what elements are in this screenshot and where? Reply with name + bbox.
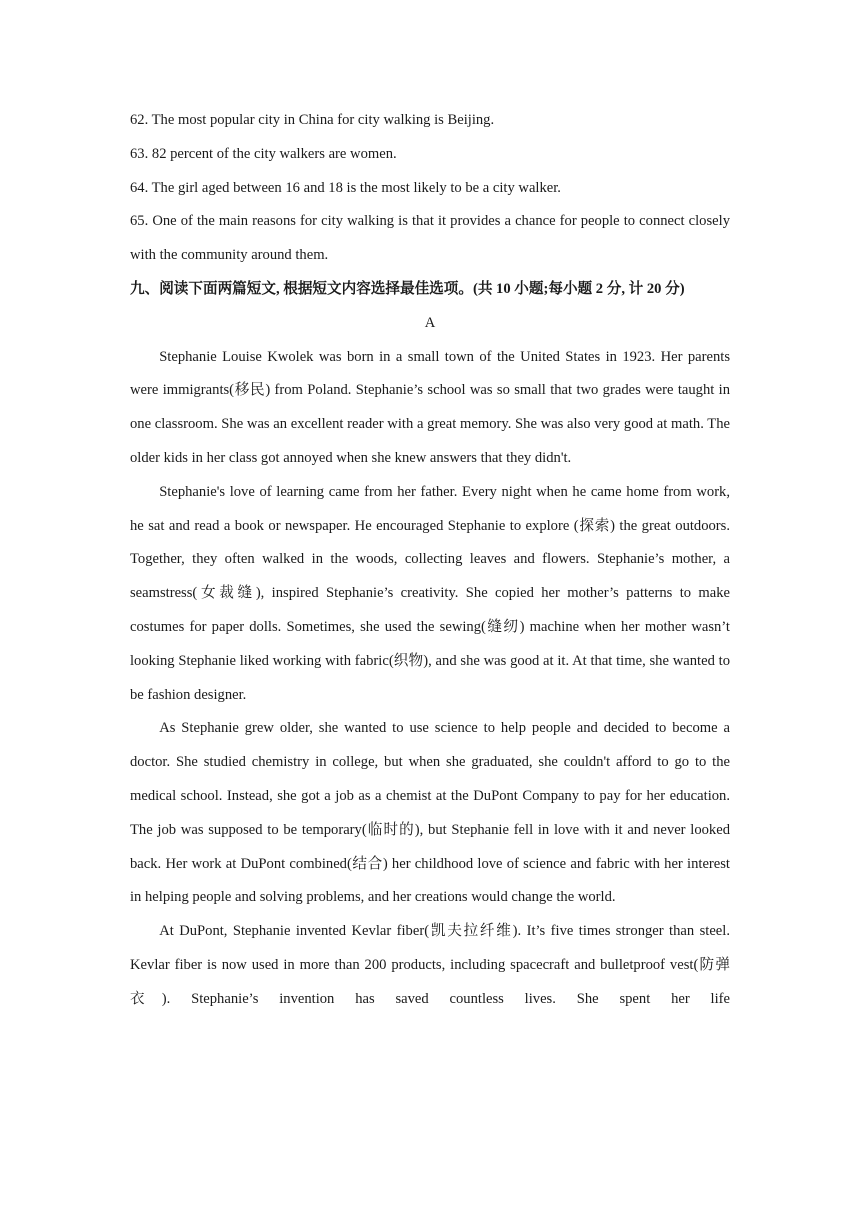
statement-64: 64. The girl aged between 16 and 18 is the most likely to be a city walker. [130, 179, 561, 196]
paragraph-4: At DuPont, Stephanie invented Kevlar fiber(凯夫拉纤维). It’s five times stronger than steel. Kevlar fiber is now used in more than 200 products, including spacecraft and bulletproof vest(防弹衣). Stephanie’s invention has saved countless lives. She spent her life [130, 923, 730, 1007]
section-heading: 九、阅读下面两篇短文, 根据短文内容选择最佳选项。(共 10 小题;每小题 2 分, 计 20 分) [130, 280, 685, 297]
paragraph-1: Stephanie Louise Kwolek was born in a small town of the United States in 1923. Her parents were immigrants(移民) from Poland. Stephanie’s school was so small that two grades were taught in one classroom. She was an excellent reader with a great memory. She was also very good at math. The older kids in her class got annoyed when she knew answers that they didn't. [130, 348, 730, 466]
statement-62: 62. The most popular city in China for city walking is Beijing. [130, 112, 495, 128]
statement-65: 65. One of the main reasons for city walking is that it provides a chance for people to connect closely with the community around them. [130, 213, 730, 264]
paragraph-3: As Stephanie grew older, she wanted to use science to help people and decided to become a doctor. She studied chemistry in college, but when she graduated, she couldn't afford to go to the medical school. Instead, she got a job as a chemist at the DuPont Company to pay for her education. The job was supposed to be temporary(临时的), but Stephanie fell in love with it and never looked back. Her work at DuPont combined(结合) her childhood love of science and fabric with her interest in helping people and solving problems, and her creations would change the world. [130, 720, 730, 906]
passage-label: A [424, 314, 436, 331]
exam-page [130, 104, 730, 1017]
paragraph-2: Stephanie's love of learning came from her father. Every night when he came home from work, he sat and read a book or newspaper. He encouraged Stephanie to explore (探索) the great outdoors. Together, they often walked in the woods, collecting leaves and flowers. Stephanie’s mother, a seamstress(女裁缝), inspired Stephanie’s creativity. She copied her mother’s patterns to make costumes for paper dolls. Sometimes, she used the sewing(缝纫) machine when her mother wasn’t looking Stephanie liked working with fabric(织物), and she was good at it. At that time, she wanted to be fashion designer. [130, 483, 730, 703]
statement-63: 63. 82 percent of the city walkers are women. [130, 145, 397, 162]
